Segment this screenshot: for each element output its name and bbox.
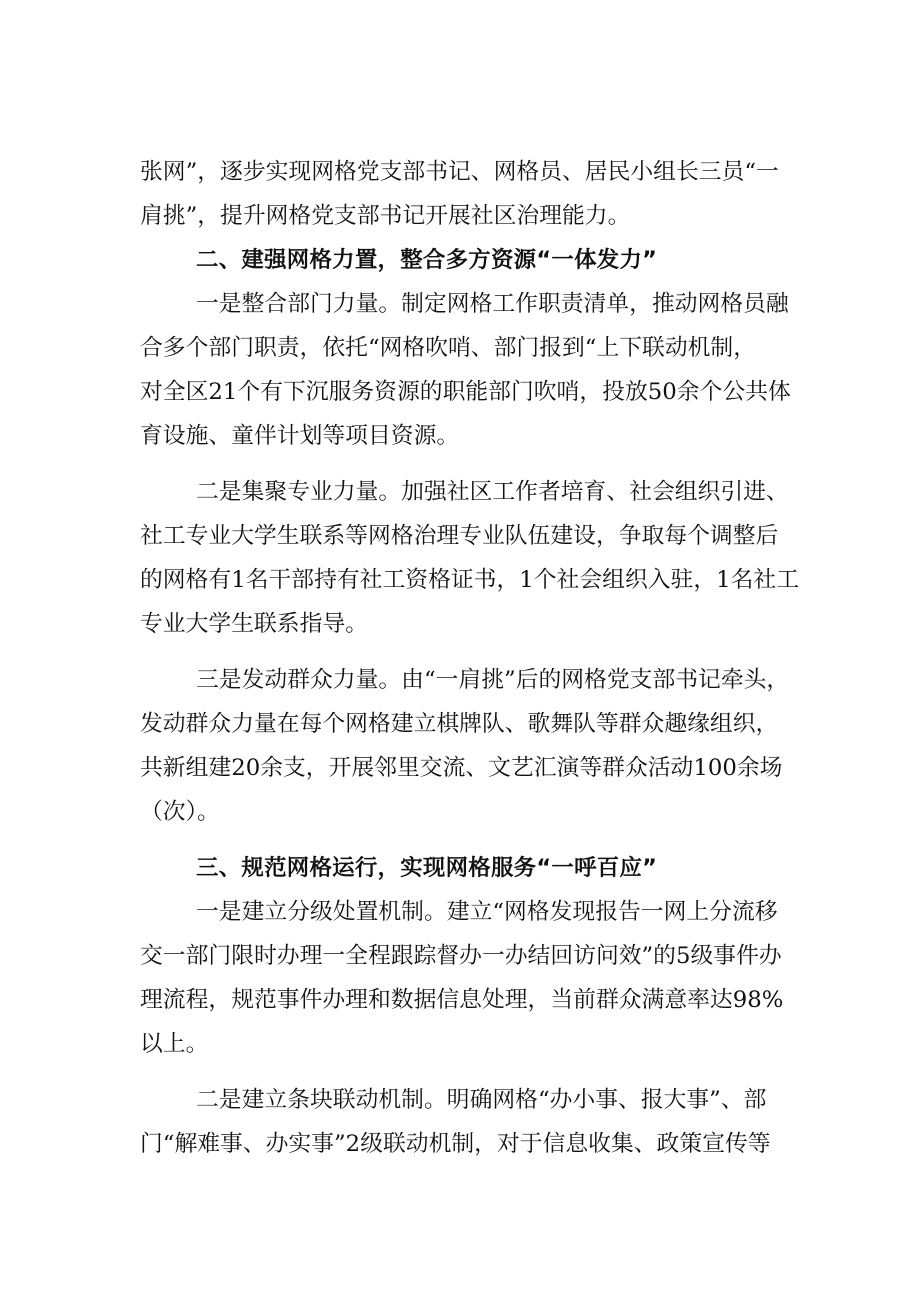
text-line: 合多个部门职责，依托“网格吹哨、部门报到“上下联动机制， (140, 335, 757, 361)
text-line: 对全区21个有下沉服务资源的职能部门吹哨，投放50余个公共体 (140, 379, 791, 405)
document-body (140, 150, 800, 1166)
text-line: 张网”，逐步实现网格党支部书记、网格员、居民小组长三员“一 (140, 159, 779, 185)
paragraph-continuation (140, 150, 800, 238)
text-line: 交一部门限时办理一全程跟踪督办一办结回访问效”的5级事件办 (140, 943, 782, 969)
paragraph-tiered-handling (140, 890, 800, 1066)
text-line: 一是建立分级处置机制。建立“网格发现报告一网上分流移 (196, 899, 778, 925)
text-line: 理流程，规范事件办理和数据信息处理，当前群众满意率达98% (140, 987, 784, 1013)
paragraph-integrate-departments (140, 282, 800, 458)
text-line: 发动群众力量在每个网格建立棋牌队、歌舞队等群众趣缘组织， (140, 711, 779, 737)
text-line: 共新组建20余支，开展邻里交流、文艺汇演等群众活动100余场 (140, 755, 783, 781)
text-line: 一是整合部门力量。制定网格工作职责清单，推动网格员融 (196, 291, 789, 317)
text-line: （次）。 (140, 799, 220, 825)
text-line: 门“解难事、办实事”2级联动机制，对于信息收集、政策宣传等 (140, 1131, 771, 1157)
text-line: 社工专业大学生联系等网格治理专业队伍建设，争取每个调整后 (140, 523, 779, 549)
paragraph-linkage-mechanism (140, 1078, 800, 1166)
text-line: 二是建立条块联动机制。明确网格“办小事、报大事”、部 (196, 1087, 767, 1113)
text-line: 二是集聚专业力量。加强社区工作者培育、社会组织引进、 (196, 479, 789, 505)
text-line: 的网格有1名干部持有社工资格证书，1个社会组织入驻，1名社工 (140, 567, 800, 593)
paragraph-mobilize-masses (140, 658, 800, 834)
text-line: 三是发动群众力量。由“一肩挑”后的网格党支部书记牵头， (196, 667, 790, 693)
text-line: 育设施、童伴计划等项目资源。 (140, 423, 460, 449)
text-line: 肩挑”，提升网格党支部书记开展社区治理能力。 (140, 203, 631, 229)
section-heading-3: 三、规范网格运行，实现网格服务“一呼百应” (196, 855, 658, 881)
paragraph-professional-forces (140, 470, 800, 646)
text-line: 以上。 (140, 1031, 209, 1057)
section-heading-2: 二、建强网格力置，整合多方资源“一体发力” (196, 247, 658, 273)
text-line: 专业大学生联系指导。 (140, 611, 368, 637)
